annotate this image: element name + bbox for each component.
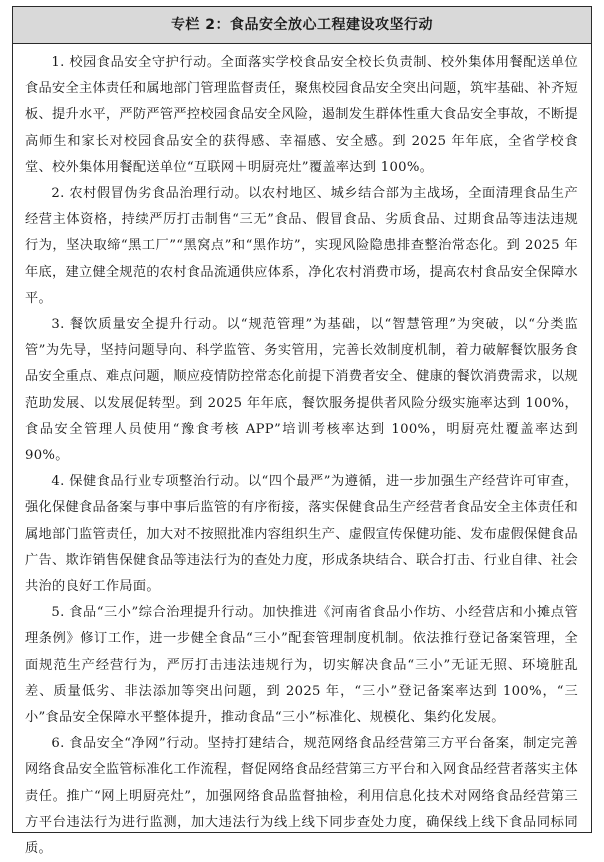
paragraph-catering-quality: 3. 餐饮质量安全提升行动。以“规范管理”为基础，以“智慧管理”为突破，以“分类监管”为先导，坚持问题导向、科学监管、务实管用，完善长效制度机制，着力破解餐饮服务食品安全重点、难点问题，顺应疫情防控常态化前提下消费者安全、健康的餐饮消费需求，以规范助发展、以发展促转型。到 2025 年年底，餐饮服务提供者风险分级实施率达到 100%，食品安全管理人员使用“豫食考核 APP”培训考核率达到 100%，明厨亮灶覆盖率达到 90%。	[25, 317, 578, 464]
paragraph-campus-food-safety: 1. 校园食品安全守护行动。全面落实学校食品安全校长负责制、校外集体用餐配送单位食品安全主体责任和属地部门管理监督责任，聚焦校园食品安全突出问题，筑牢基础、补齐短板、提升水平，严防严管严控校园食品安全风险，遏制发生群体性重大食品安全事故，不断提高师生和家长对校园食品安全的获得感、幸福感、安全感。到 2025 年年底，全省学校食堂、校外集体用餐配送单位“互联网＋明厨亮灶”覆盖率达到 100%。	[25, 55, 578, 175]
column-box	[12, 6, 592, 857]
paragraph-clean-net-action: 6. 食品安全“净网”行动。坚持打建结合，规范网络食品经营第三方平台备案，制定完善网络食品安全监管标准化工作流程，督促网络食品经营第三方平台和入网食品经营者落实主体责任。推广“网上明厨亮灶”，加强网络食品监督抽检，利用信息化技术对网络食品经营第三方平台违法行为进行监测，加大违法行为线上线下同步查处力度，确保线上线下食品同标同质。	[25, 736, 578, 857]
paragraph-three-small-governance: 5. 食品“三小”综合治理提升行动。加快推进《河南省食品小作坊、小经营店和小摊点管理条例》修订工作，进一步健全食品“三小”配套管理制度机制。依法推行登记备案管理，全面规范生产经营行为，严厉打击违法违规行为，切实解决食品“三小”无证无照、环境脏乱差、质量低劣、非法添加等突出问题，到 2025 年，“三小”登记备案率达到 100%，“三小”食品安全保障水平整体提升，推动食品“三小”标准化、规模化、集约化发展。	[25, 605, 578, 726]
paragraph-health-food-rectification: 4. 保健食品行业专项整治行动。以“四个最严”为遵循，进一步加强生产经营许可审查，强化保健食品备案与事中事后监管的有序衔接，落实保健食品生产经营者食品安全主体责任和属地部门监管责任，加大对不按照批准内容组织生产、虚假宣传保健功能、发布虚假保健食品广告、欺诈销售保健食品等违法行为的查处力度，形成条块结合、联合打击、行业自律、社会共治的良好工作局面。	[25, 474, 578, 595]
column-title: 专栏 2：食品安全放心工程建设攻坚行动	[13, 7, 591, 44]
column-body	[13, 44, 591, 862]
paragraph-rural-counterfeit-food: 2. 农村假冒伪劣食品治理行动。以农村地区、城乡结合部为主战场，全面清理食品生产经营主体资格，持续严厉打击制售“三无”食品、假冒食品、劣质食品、过期食品等违法违规行为，坚决取缔“黑工厂”“黑窝点”和“黑作坊”，实现风险隐患排查整治常态化。到 2025 年年底，建立健全规范的农村食品流通供应体系，净化农村消费市场，提高农村食品安全保障水平。	[25, 186, 578, 306]
